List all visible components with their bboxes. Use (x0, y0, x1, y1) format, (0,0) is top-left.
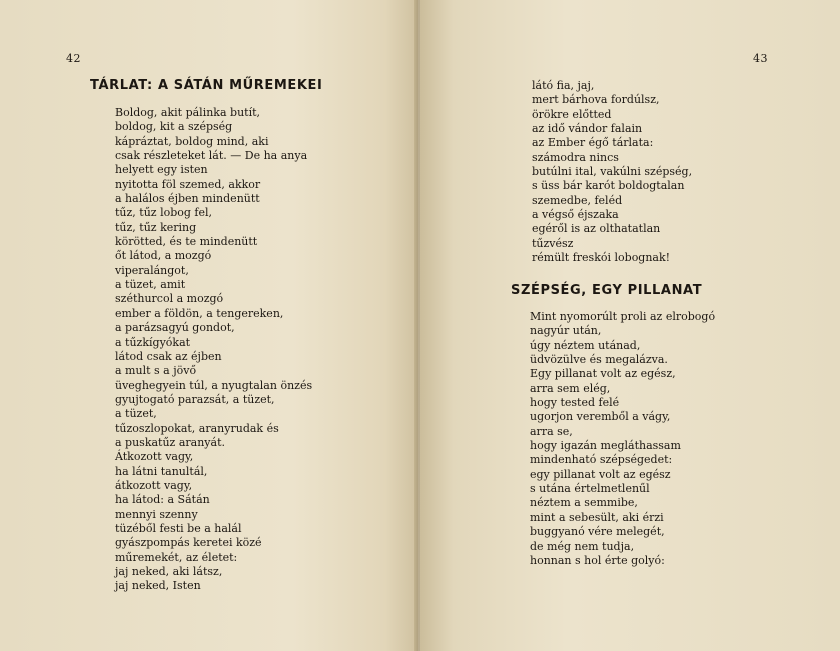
poem-line: rémült freskói lobognak! (532, 251, 671, 265)
poem-line: a tüzet, amit (115, 278, 186, 292)
poem-line: Átkozott vagy, (115, 450, 194, 464)
poem-line: hogy igazán megláthassam (530, 439, 681, 453)
poem-line: ember a földön, a tengereken, (115, 306, 284, 320)
poem-line: Boldog, akit pálinka butít, (115, 106, 261, 119)
poem-body (530, 310, 715, 568)
poem-line: mint a sebesült, aki érzi (530, 510, 664, 524)
poem-line: nagyúr után, (530, 324, 602, 338)
page-number: 42 (66, 52, 81, 65)
poem-title: TÁRLAT: A SÁTÁN MŰREMEKEI (90, 78, 323, 93)
poem-line: körötted, és te mindenütt (115, 235, 258, 249)
poem-line: tűzoszlopokat, aranyrudak és (115, 421, 279, 435)
poem-line: gyászpompás keretei közé (115, 536, 262, 550)
page-number: 43 (753, 52, 768, 65)
poem-line: ha látni tanultál, (115, 464, 208, 478)
poem-line: mennyi szenny (115, 507, 198, 521)
poem-continuation (532, 79, 692, 265)
poem-line: az idő vándor falain (532, 122, 643, 136)
poem-line: jaj neked, Isten (115, 579, 201, 593)
poem-line: Mint nyomorúlt proli az elrobogó (530, 310, 716, 323)
poem-line: kápráztat, boldog mind, aki (115, 134, 269, 148)
poem-line: műremekét, az életet: (115, 550, 238, 564)
poem-line: úgy néztem utánad, (530, 338, 641, 352)
poem-line: tüzéből festi be a halál (115, 521, 242, 535)
poem-line: ha látod: a Sátán (115, 493, 210, 507)
poem-line: a mult s a jövő (115, 364, 197, 378)
poem-line: a halálos éjben mindenütt (115, 192, 260, 206)
poem-line: a tűzkígyókat (115, 335, 191, 349)
poem-line: tűz, tűz lobog fel, (115, 206, 213, 220)
poem-title: SZÉPSÉG, EGY PILLANAT (511, 283, 703, 298)
right-page (420, 0, 840, 651)
poem-line: jaj neked, aki látsz, (115, 565, 223, 578)
poem-line: szemedbe, feléd (532, 193, 623, 207)
poem-line: boldog, kit a szépség (115, 120, 233, 134)
poem-body (115, 106, 312, 594)
poem-line: őt látod, a mozgó (115, 249, 212, 263)
poem-line: csak részleteket lát. — De ha anya (115, 149, 308, 163)
poem-line: tűzvész (532, 236, 574, 250)
poem-line: s utána értelmetlenűl (530, 482, 650, 496)
poem-line: honnan s hol érte golyó: (530, 553, 665, 567)
poem-line: arra se, (530, 424, 573, 438)
poem-line: egy pillanat volt az egész (530, 467, 671, 481)
left-page (0, 0, 418, 651)
poem-line: butúlni ital, vakúlni szépség, (532, 165, 693, 179)
poem-line: üveghegyein túl, a nyugtalan önzés (115, 378, 313, 392)
poem-line: mert bárhova fordúlsz, (532, 93, 660, 107)
poem-line: a tüzet, (115, 407, 157, 421)
poem-line: számodra nincs (532, 150, 619, 164)
poem-line: helyett egy isten (115, 163, 208, 177)
poem-line: buggyanó vére melegét, (530, 525, 665, 539)
poem-line: s üss bár karót boldogtalan (532, 179, 685, 193)
poem-line: tűz, tűz kering (115, 220, 197, 234)
poem-line: Egy pillanat volt az egész, (530, 367, 676, 381)
poem-line: gyujtogató parazsát, a tüzet, (115, 392, 275, 406)
poem-line: az Ember égő tárlata: (532, 136, 654, 150)
poem-line: néztem a semmibe, (530, 496, 638, 510)
poem-line: üdvözülve és megalázva. (530, 353, 668, 367)
poem-line: látod csak az éjben (115, 349, 222, 363)
poem-line: széthurcol a mozgó (115, 292, 224, 306)
poem-line: nyitotta föl szemed, akkor (115, 177, 261, 191)
poem-line: látó fia, jaj, (532, 79, 595, 92)
poem-line: de még nem tudja, (530, 539, 635, 553)
poem-line: mindenható szépségedet: (530, 453, 673, 467)
poem-line: a puskatűz aranyát. (115, 435, 225, 449)
poem-line: viperalángot, (115, 263, 189, 277)
poem-line: a parázsagyú gondot, (115, 321, 235, 335)
poem-line: átkozott vagy, (115, 478, 193, 492)
poem-line: örökre előtted (532, 107, 612, 121)
poem-line: egéről is az olthatatlan (532, 222, 661, 236)
poem-line: arra sem elég, (530, 381, 611, 395)
poem-line: hogy tested felé (530, 396, 620, 410)
poem-line: ugorjon veremből a vágy, (530, 410, 671, 424)
poem-line: a végső éjszaka (532, 208, 619, 222)
